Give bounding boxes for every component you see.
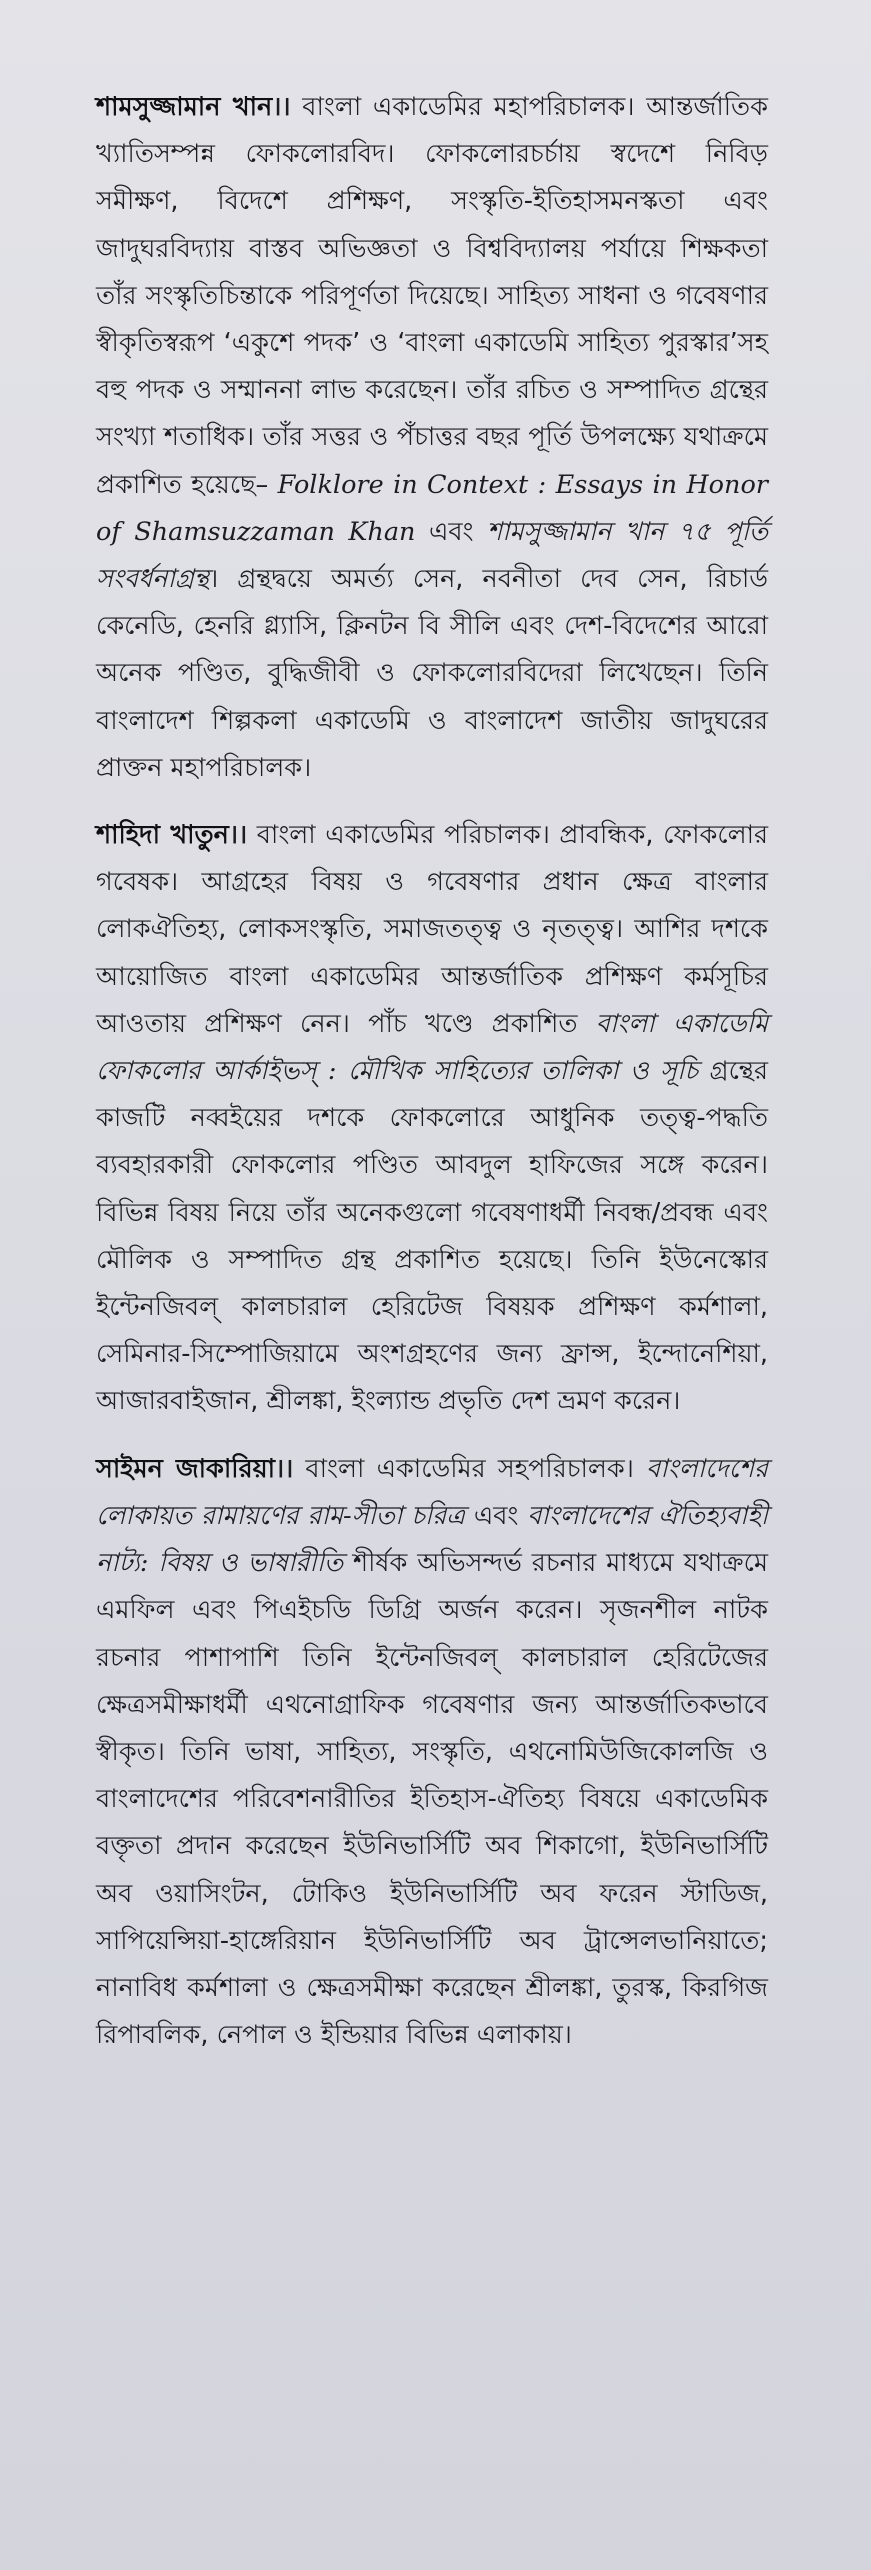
thesis-title: বাংলাদেশের লোকায়ত রামায়ণের রাম-সীতা চরিত্র: [96, 1453, 768, 1531]
bio-text: গ্রন্থের কাজটি নব্বইয়ের দশকে ফোকলোরে আধুনিক তত্ত্ব-পদ্ধতি ব্যবহারকারী ফোকলোর পণ্ডিত আবদুল হাফিজের সঙ্গে করেন। বিভিন্ন বিষয় নিয়ে তাঁর অনেকগুলো গবেষণাধর্মী নিবন্ধ/প্রবন্ধ এবং মৌলিক ও সম্পাদিত গ্রন্থ প্রকাশিত হয়েছে। তিনি ইউনেস্কোর ইন্টেনজিবল্ কালচারাল হেরিটেজ বিষয়ক প্রশিক্ষণ কর্মশালা, সেমিনার-সিম্পোজিয়ামে অংশগ্রহণের জন্য ফ্রান্স, ইন্দোনেশিয়া, আজারবাইজান, শ্রীলঙ্কা, ইংল্যান্ড প্রভৃতি দেশ ভ্রমণ করেন।: [96, 1056, 768, 1417]
thesis-title: বাংলাদেশের ঐতিহ্যবাহী নাট্য: বিষয় ও ভাষারীতি: [96, 1500, 769, 1579]
bio-text: । গ্রন্থদ্বয়ে অমর্ত্য সেন, নবনীতা দেব সেন, রিচার্ড কেনেডি, হেনরি গ্ল্যাসি, ক্লিনটন বি সীলি এবং দেশ-বিদেশের আরো অনেক পণ্ডিত, বুদ্ধিজীবী ও ফোকলোরবিদেরা লিখেছেন। তিনি বাংলাদেশ শিল্পকলা একাডেমি ও বাংলাদেশ জাতীয় জাদুঘরের প্রাক্তন মহাপরিচালক।: [96, 564, 768, 783]
name-separator: ।।: [228, 820, 248, 851]
bio-paragraph-simon-zakaria: [96, 1446, 768, 2060]
bio-text: বাংলা একাডেমির মহাপরিচালক। আন্তর্জাতিক খ্যাতিসম্পন্ন ফোকলোরবিদ। ফোকলোরচর্চায় স্বদেশে নিবিড় সমীক্ষণ, বিদেশে প্রশিক্ষণ, সংস্কৃতি-ইতিহাসমনস্কতা এবং জাদুঘরবিদ্যায় বাস্তব অভিজ্ঞতা ও বিশ্ববিদ্যালয় পর্যায়ে শিক্ষকতা তাঁর সংস্কৃতিচিন্তাকে পরিপূর্ণতা দিয়েছে। সাহিত্য সাধনা ও গবেষণার স্বীকৃতিস্বরূপ ‘একুশে পদক’ ও ‘বাংলা একাডেমি সাহিত্য পুরস্কার’সহ বহু পদক ও সম্মাননা লাভ করেছেন। তাঁর রচিত ও সম্পাদিত গ্রন্থের সংখ্যা শতাধিক। তাঁর সত্তর ও পঁচাত্তর বছর পূর্তি উপলক্ষ্যে যথাক্রমে প্রকাশিত হয়েছে–: [96, 92, 768, 500]
book-title: শামসুজ্জামান খান ৭৫ পূর্তি সংবর্ধনাগ্রন্থ: [96, 516, 769, 595]
bio-text: বাংলা একাডেমির সহপরিচালক।: [293, 1453, 647, 1484]
name-separator: ।।: [275, 1453, 294, 1484]
book-title-english: Folklore in Context : Essays in Honor of Shamsuzzaman Khan: [96, 469, 768, 547]
bio-paragraph-shamsuzzaman-khan: [96, 84, 768, 792]
bio-text: এবং: [415, 516, 487, 547]
author-name: শাহিদা খাতুন: [96, 820, 229, 851]
bio-paragraph-shahida-khatun: [96, 812, 768, 1426]
book-title: বাংলা একাডেমি ফোকলোর আর্কাইভস্ : মৌখিক সাহিত্যের তালিকা ও সূচি: [96, 1008, 768, 1087]
author-bios-column: [96, 84, 768, 2079]
name-separator: ।।: [272, 92, 291, 122]
author-name: শামসুজ্জামান খান: [96, 92, 273, 122]
bio-text: বাংলা একাডেমির পরিচালক। প্রাবন্ধিক, ফোকলোর গবেষক। আগ্রহের বিষয় ও গবেষণার প্রধান ক্ষেত্র বাংলার লোকঐতিহ্য, লোকসংস্কৃতি, সমাজতত্ত্ব ও নৃতত্ত্ব। আশির দশকে আয়োজিত বাংলা একাডেমির আন্তর্জাতিক প্রশিক্ষণ কর্মসূচির আওতায় প্রশিক্ষণ নেন। পাঁচ খণ্ডে প্রকাশিত: [96, 820, 768, 1039]
author-name: সাইমন জাকারিয়া: [96, 1453, 276, 1484]
bio-text: শীর্ষক অভিসন্দর্ভ রচনার মাধ্যমে যথাক্রমে এমফিল এবং পিএইচডি ডিগ্রি অর্জন করেন। সৃজনশীল নাটক রচনার পাশাপাশি তিনি ইন্টেনজিবল্ কালচারাল হেরিটেজের ক্ষেত্রসমীক্ষাধর্মী এথনোগ্রাফিক গবেষণার জন্য আন্তর্জাতিকভাবে স্বীকৃত। তিনি ভাষা, সাহিত্য, সংস্কৃতি, এথনোমিউজিকোলজি ও বাংলাদেশের পরিবেশনারীতির ইতিহাস-ঐতিহ্য বিষয়ে একাডেমিক বক্তৃতা প্রদান করেছেন ইউনিভার্সিটি অব শিকাগো, ইউনিভার্সিটি অব ওয়াসিংটন, টোকিও ইউনিভার্সিটি অব ফরেন স্টাডিজ, সাপিয়েন্সিয়া-হাঙ্গেরিয়ান ইউনিভার্সিটি অব ট্রান্সেলভানিয়াতে; নানাবিধ কর্মশালা ও ক্ষেত্রসমীক্ষা করেছেন শ্রীলঙ্কা, তুরস্ক, কিরগিজ রিপাবলিক, নেপাল ও ইন্ডিয়ার বিভিন্ন এলাকায়।: [96, 1548, 769, 2051]
bio-text: এবং: [465, 1500, 528, 1531]
